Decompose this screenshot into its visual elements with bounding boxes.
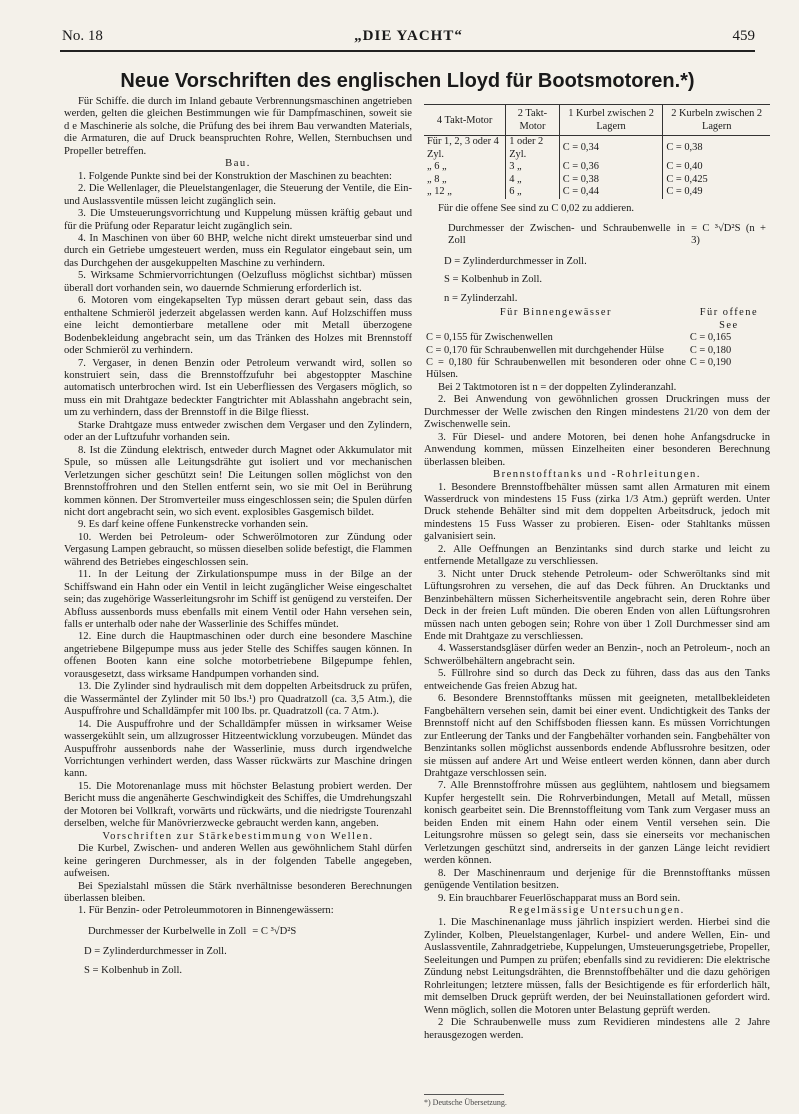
table-header-cell: 2 Kurbeln zwischen 2 Lagern (663, 105, 770, 136)
formula-label: Durchmesser der Zwischen- und Schraubenwelle in Zoll (448, 222, 686, 247)
table-cell: 3 „ (506, 161, 560, 174)
table-cell: Für 1, 2, 3 oder 4 Zyl. (427, 136, 499, 160)
paragraph: 5. Wirksame Schmiervorrichtungen (Oelzufluss möglichst sichtbar) müssen überall dort vorhanden sein, wo dauernde Schmierung erforderlich ist. (64, 270, 412, 294)
paragraph: 3. Die Umsteuerungsvorrichtung und Kuppelung müssen kräftig gebaut und für die Prüfung oder Reparatur leicht zugänglich sein. (64, 208, 412, 232)
left-column (64, 96, 412, 1106)
running-header (62, 22, 755, 50)
table-cell: C = 0,49 (663, 186, 770, 199)
table-header-cell: 1 Kurbel zwischen 2 Lagern (559, 105, 663, 136)
intro-paragraph: Für Schiffe. die durch im Inland gebaute Verbrennungsmaschinen angetrieben werden, gelten die gleichen Bestimmungen wie für Dampfmaschinen, soweit sie d e Maschinerie als solche, die Prüfung des bei ihrem Bau verwandten Materials, die Armaturen, die auf Druck beanspruchten Rohre, Wellen, Sternbuchsen und Propeller betreffen. (64, 96, 412, 157)
table-cell: 6 „ (506, 186, 560, 199)
definition-n: n = Zylinderzahl. (444, 292, 518, 304)
table-cell: „ 8 „ (427, 173, 447, 185)
footnote: *) Deutsche Übersetzung. (424, 1098, 507, 1107)
section-heading-bau: Bau. (225, 158, 251, 170)
paragraph: 3. Nicht unter Druck stehende Petroleum- oder Schweröltanks sind mit Lüftungsrohren zu versehen, die auf das Deck führen. An Drucktanks und Benzinbehältern müssen Sicherheitsventile angebracht sein, deren Rohre über Deck in der freien Luft münden. Die oberen Enden von allen Lüftungsrohren müssen nach unten gebogen sein; Rohre von über 1 Zoll Durchmesser sind am Ende mit Drahtgaze zu verschliessen. (424, 568, 770, 642)
table-cell: C = 0,36 (559, 161, 663, 174)
definition-s: S = Kolbenhub in Zoll. (444, 274, 543, 286)
formula-expression: = C ³√D²S (n + 3) (691, 222, 766, 247)
table-cell: C = 0,38 (663, 136, 770, 162)
paragraph: 15. Die Motorenanlage muss mit höchster Belastung probiert werden. Der Bericht muss die angenäherte Geschwindigkeit des Schiffes, die Umdrehungszahl der Motoren bei Vollkraft, vorwärts und rückwärts, und die niedrigste Tourenzahl derselben, welche für Manövrierzwecke gebraucht werden kann, angeben. (64, 780, 412, 830)
table-row (424, 332, 770, 344)
intermediate-shaft-formula (444, 221, 770, 250)
paragraph: 13. Die Zylinder sind hydraulisch mit dem doppelten Arbeitsdruck zu prüfen, die Wassermäntel der Zylinder mit 50 lbs.¹) pro Quadratzoll (ca. 3,5 Atm.), die Auspuffrohre und Schalldämpfer mit 100 lbs. pr. Quadratzoll (ca. 7 Atm.). (64, 681, 412, 718)
definition-s: S = Kolbenhub in Zoll. (84, 964, 183, 976)
table-row (424, 357, 770, 382)
right-column (424, 104, 770, 1106)
table-cell: C = 0,40 (663, 161, 770, 174)
table-header-row (424, 307, 770, 332)
paragraph: 10. Werden bei Petroleum- oder Schwerölmotoren zur Zündung oder Vergasung Lampen gebraucht, so müssen dieselben solide befestigt, die Flammen während des Betriebes eingeschlossen sein. (64, 531, 412, 568)
paragraph: Bei 2 Taktmotoren ist n = der doppelten Zylinderanzahl. (438, 381, 677, 393)
table-header-cell: 2 Takt-Motor (506, 105, 560, 136)
table-row (424, 161, 770, 174)
paragraph: 3. Für Diesel- und andere Motoren, bei denen hohe Anfangsdrucke in Anwendung kommen, müssen Einzelheiten einer besonderen Berechnung überlassen bleiben. (424, 431, 770, 468)
paragraph: Starke Drahtgaze muss entweder zwischen dem Vergaser und den Zylindern, oder an der Luftzufuhr vorhanden sein. (64, 419, 412, 444)
table-cell: 1 oder 2 Zyl. (506, 136, 560, 162)
table-cell: C = 0,180 (689, 344, 732, 356)
table-header-cell: 4 Takt-Motor (424, 105, 506, 136)
table-cell: C = 0,44 (559, 186, 663, 199)
page-number: 459 (732, 28, 755, 44)
formula-expression: = C ³√D²S (252, 925, 297, 937)
table-row (424, 345, 770, 357)
table-cell: „ 12 „ (427, 186, 452, 197)
table-cell: C = 0,425 (663, 174, 770, 187)
section-heading-staerke: Vorschriften zur Stärkebestimmung von Wellen. (102, 830, 374, 842)
paragraph: 8. Der Maschinenraum und derjenige für die Brennstofftanks müssen genügende Ventilation besitzen. (424, 867, 770, 892)
paragraph: 1. Besondere Brennstoffbehälter müssen samt allen Armaturen mit einem Wasserdruck von mindestens 15 Fuss (zirka 1/3 Atm.) geprüft werden. Unter Druck stehende Behälter sind mit dem doppelten Arbeitsdruck, jedoch mit mindestens 15 Fuss Wasser zu probieren. Eisen- oder Stahltanks müssen galvanisiert sein. (424, 481, 770, 543)
paragraph: 9. Es darf keine offene Funkenstrecke vorhanden sein. (78, 519, 309, 531)
table-row (424, 174, 770, 187)
open-sea-note: Für die offene See sind zu C 0,02 zu addieren. (438, 202, 635, 214)
definition-d: D = Zylinderdurchmesser in Zoll. (444, 255, 587, 267)
paragraph: 7. Alle Brennstoffrohre müssen aus geglühtem, nahtlosem und biegsamem Kupfer hergestellt sein. Die Rohrverbindungen, Metall auf Metall, müssen konisch gearbeitet sein. Die Brennstoffleitung vom Tank zum Vergaser muss an beiden Enden mit einem Hahn oder einem Ventil versehen sein. Die Leitungsrohre müssen so gelegt sein, dass sie einerseits vor mechanischen Verletzungen geschützt sind, andrerseits in der ganzen Länge leicht revidiert werden können. (424, 780, 770, 867)
section-heading-untersuchungen: Regelmässige Untersuchungen. (509, 904, 685, 916)
paragraph: Bei Spezialstahl müssen die Stärk nverhältnisse besonderen Berechnungen überlassen bleiben. (64, 880, 412, 904)
issue-number: No. 18 (62, 28, 103, 44)
crankshaft-formula (84, 924, 300, 940)
table-row (424, 186, 770, 199)
table-cell: „ 6 „ (427, 161, 447, 172)
paragraph: 1. Folgende Punkte sind bei der Konstruktion der Maschinen zu beachten: (78, 170, 392, 182)
table-header-cell: Für offene See (699, 307, 759, 331)
formula-label: Durchmesser der Kurbelwelle in Zoll (88, 925, 247, 937)
paragraph: 4. In Maschinen von über 60 BHP, welche nicht direkt umsteuerbar sind und durch ein Getriebe umgesteuert werden, muss ein Regulator eingebaut sein, um das Durchgehen der ausgekuppelten Maschine zu verhindern. (64, 232, 412, 269)
paragraph: 11. In der Leitung der Zirkulationspumpe muss in der Bilge an der Schiffswand ein Hahn oder ein Ventil in leicht zugänglicher Weise eingeschaltet sein; das zugehörige Wasserleitungsrohr im Schiff ist genügend zu versteifen. Der Abfluss aussenbords muss ebenfalls mit einem Ventil oder Hahn versehen sein, falls er unterhalb oder nahe der Wasserlinie des Schiffes mündet. (64, 569, 412, 631)
water-coefficient-table (424, 307, 770, 382)
paragraph: 2. Die Wellenlager, die Pleuelstangenlager, die Steuerung der Ventile, die Ein- und Auslassventile müssen leicht zugänglich sein. (64, 183, 412, 207)
paragraph: 1. Die Maschinenanlage muss jährlich inspiziert werden. Hierbei sind die Zylinder, Kolben, Pleuelstangenlager, Kurbel- und andere Wellen, Ein- und Auslassventile, Zahnradgetriebe, Kuppelungen, Umsteuerungsgetriebe, Propeller, Seeleitungen und Pumpen zu prüfen; ebenfalls sind zu revidieren: Die elektrische Zündung nebst Leitungsdrähten, die Brennstoffbehälter und die dazu gehörigen Rohrleitungen; letztere müssen, falls der Besichtigende es für erforderlich hält, mit demselben Druck geprüft werden, der bei Neuinstallationen gefordert wird. Wenn möglich, sollen die Motoren unter Belastung geprüft werden. (424, 917, 770, 1016)
header-rule (60, 50, 755, 52)
definition-d: D = Zylinderdurchmesser in Zoll. (84, 946, 227, 958)
paragraph: 2. Alle Oeffnungen an Benzintanks sind durch starke und leicht zu entfernende Metallgaze zu verschliessen. (424, 543, 770, 568)
journal-name: „DIE YACHT“ (354, 28, 463, 44)
paragraph: 1. Für Benzin- oder Petroleummotoren in Binnengewässern: (78, 905, 334, 917)
paragraph: 5. Füllrohre sind so durch das Deck zu führen, dass das aus den Tanks entweichende Gas freien Abzug hat. (424, 668, 770, 692)
table-cell: C = 0,38 (559, 174, 663, 187)
paragraph: 9. Ein brauchbarer Feuerlöschapparat muss an Bord sein. (438, 892, 681, 904)
paragraph: 2. Bei Anwendung von gewöhnlichen grossen Druckringen muss der Durchmesser der Welle zwischen den Ringen mindestens 21/20 von dem der Zwischenwelle sein. (424, 394, 770, 431)
table-cell: C = 0,155 für Zwischenwellen (426, 332, 553, 344)
table-cell: C = 0,180 für Schraubenwellen mit besonderen oder ohne Hülsen. (426, 357, 686, 381)
paragraph: 12. Eine durch die Hauptmaschinen oder durch eine besondere Maschine angetriebene Bilgepumpe muss aus jeder Stelle des Schiffes saugen können. In offenen Booten kann eine solche motorbetriebene Bilgepumpe fehlen, vorausgesetzt, dass wirksame Handpumpen vorhanden sind. (64, 631, 412, 680)
table-cell: C = 0,34 (559, 136, 663, 162)
paragraph: 14. Die Auspuffrohre und der Schalldämpfer müssen in wirksamer Weise wassergekühlt sein, um allzugrosser Hitzeentwicklung vorzubeugen. Mündet das Auspuffrohr aussenbords nahe der Wasserlinie, muss durch irgendwelche Vorrichtungen verhindert werden, dass Wasser rückwärts zur Maschine dringen kann. (64, 718, 412, 780)
table-row (424, 136, 770, 162)
paragraph: 8. Ist die Zündung elektrisch, entweder durch Magnet oder Akkumulator mit Spule, so müssen alle Leitungsdrähte gut isoliert und vor mechanischen Verletzungen sicher geschützt sein! Die Leitungen sollen möglichst von den Brennstoffrohren und den Stellen entfernt sein, wo sie mit Oel in Berührung kommen können. Der Stromverteiler muss eingeschlossen sein; die Spulen dürfen nicht dort angebracht sein, wo sich event. explosibles Gasgemisch bildet. (64, 444, 412, 518)
paragraph: 4. Wasserstandsgläser dürfen weder an Benzin-, noch an Petroleum-, noch an Schwerölbehältern angebracht sein. (424, 643, 770, 667)
table-cell: C = 0,190 (689, 357, 732, 369)
article-title: Neue Vorschriften des englischen Lloyd für Bootsmotoren.*) (120, 70, 695, 92)
paragraph: 7. Vergaser, in denen Benzin oder Petroleum verwandt wird, sollen so konstruiert sein, dass die Brennstoffzufuhr bei abgestoppter Maschine automatisch unterbrochen wird. Ist ein Ueberfliessen des Vergasers möglich, so muss ein mit Drahtgaze bedeckter Fangtrichter mit Ablasshahn angebracht sein, um zu verhindern, dass der Brennstoff in die Bilge fliesst. (64, 357, 412, 419)
paragraph: 6. Motoren vom eingekapselten Typ müssen derart gebaut sein, dass das enthaltene Schmieröl jederzeit abgelassen werden kann. Auf Holzschiffen muss eine leicht demontierbare metallene oder mit Metall überzogene Bodenbekleidung angebracht sein, um das Tränken des Holzes mit Brennstoff oder Schmieröl zu verhindern. (64, 295, 412, 357)
table-cell: C = 0,165 (689, 332, 732, 344)
table-header-cell: Für Binnengewässer (499, 307, 612, 319)
section-heading-tanks: Brennstofftanks und -Rohrleitungen. (493, 469, 701, 481)
footnote-rule (424, 1094, 504, 1095)
paragraph: Die Kurbel, Zwischen- und anderen Wellen aus gewöhnlichem Stahl dürfen keine geringeren Durchmesser, als in der folgenden Tabelle angegeben, aufweisen. (64, 843, 412, 880)
table-header-row (424, 105, 770, 136)
shaft-coefficient-table (424, 104, 770, 199)
paragraph: 2 Die Schraubenwelle muss zum Revidieren mindestens alle 2 Jahre herausgezogen werden. (424, 1017, 770, 1041)
paragraph: 6. Besondere Brennstofftanks müssen mit geeigneten, metallbekleideten Fangbehältern versehen sein, damit bei einer event. Undichtigkeit des Tanks der Brennstoff nicht auf den Schiffsboden fliessen kann. Es müssen Vorrichtungen zur Entleerung der Tanks und der Fangbehälter vorhanden sein. Fangbehälter von Benzintanks sollen möglichst aussenbords endende Abflussrohre besitzen, oder sie müssen auf andere Art und Weise entleert werden können, dann aber durch Drahtgaze verschlossen sein. (424, 693, 770, 779)
table-cell: 4 „ (506, 174, 560, 187)
table-cell: C = 0,170 für Schraubenwellen mit durchgehender Hülse (426, 344, 664, 356)
